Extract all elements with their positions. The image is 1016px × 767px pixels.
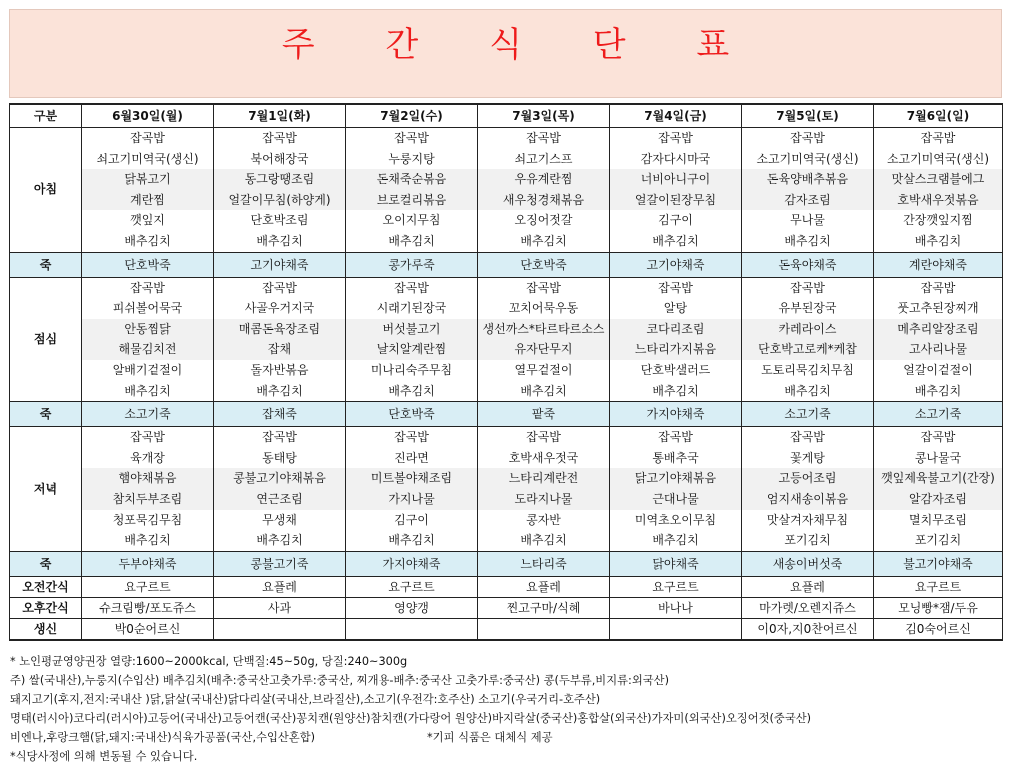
menu-item: 버섯불고기 (346, 319, 478, 340)
menu-item: 계란찜 (82, 190, 214, 211)
birthday-item (610, 618, 742, 640)
birthday-item: 박0순어르신 (82, 618, 214, 640)
footnotes (10, 653, 1010, 766)
menu-item: 맛살겨자채무침 (742, 510, 874, 531)
menu-item: 배추김치 (610, 381, 742, 402)
menu-item: 알배기겉절이 (82, 360, 214, 381)
birthday-item (478, 618, 610, 640)
menu-item: 유자단무지 (478, 339, 610, 360)
birthday-item: 이0자,지0찬어르신 (742, 618, 874, 640)
menu-item: 배추김치 (346, 231, 478, 252)
menu-item: 배추김치 (742, 381, 874, 402)
menu-item: 배추김치 (214, 231, 346, 252)
menu-item: 청포묵김무침 (82, 510, 214, 531)
menu-item: 배추김치 (874, 231, 1003, 252)
menu-item: 간장깻잎지찜 (874, 210, 1003, 231)
lunch-row (10, 277, 1003, 298)
menu-item: 배추김치 (610, 530, 742, 551)
breakfast-row (10, 190, 1003, 211)
day-header: 7월6일(일) (874, 104, 1003, 128)
menu-item: 잡곡밥 (478, 128, 610, 149)
afternoon-snack-row (10, 597, 1003, 618)
porridge-item: 불고기야채죽 (874, 551, 1003, 576)
dinner-row (10, 489, 1003, 510)
porridge-row (10, 252, 1003, 277)
menu-item: 멸치무조림 (874, 510, 1003, 531)
header-label: 구분 (10, 104, 82, 128)
menu-item: 배추김치 (82, 381, 214, 402)
morning-snack-item: 요구르트 (874, 576, 1003, 597)
menu-item: 배추김치 (610, 231, 742, 252)
morning-snack-label: 오전간식 (10, 576, 82, 597)
title-banner (9, 9, 1002, 98)
menu-item: 배추김치 (214, 381, 346, 402)
menu-item: 오징어젓갈 (478, 210, 610, 231)
porridge-item: 소고기죽 (742, 402, 874, 427)
menu-item: 가지나물 (346, 489, 478, 510)
menu-item: 오이지무침 (346, 210, 478, 231)
menu-item: 잡곡밥 (478, 277, 610, 298)
menu-item: 잡곡밥 (214, 427, 346, 448)
porridge-label: 죽 (10, 551, 82, 576)
porridge-item: 단호박죽 (82, 252, 214, 277)
menu-item: 호박새우젓볶음 (874, 190, 1003, 211)
porridge-label: 죽 (10, 402, 82, 427)
menu-item: 육개장 (82, 448, 214, 469)
menu-item: 열무겉절이 (478, 360, 610, 381)
menu-item: 미나리숙주무침 (346, 360, 478, 381)
note-origin-1: 주) 쌀(국내산),누룽지(수입산) 배추김치(배추:중국산고춧가루:중국산, 찌개용-배추:중국산 고춧가루:중국산) 콩(두부류,비지류:외국산) (10, 673, 669, 687)
menu-item: 배추김치 (478, 530, 610, 551)
porridge-item: 닭야채죽 (610, 551, 742, 576)
morning-snack-item: 요구르트 (346, 576, 478, 597)
menu-item: 배추김치 (478, 381, 610, 402)
lunch-row (10, 319, 1003, 340)
menu-item: 잡곡밥 (82, 277, 214, 298)
porridge-item: 단호박죽 (346, 402, 478, 427)
menu-item: 배추김치 (214, 530, 346, 551)
menu-item: 무나물 (742, 210, 874, 231)
birthday-item: 김0숙어르신 (874, 618, 1003, 640)
menu-item: 고사리나물 (874, 339, 1003, 360)
morning-snack-item: 요플레 (742, 576, 874, 597)
afternoon-snack-item: 슈크림빵/포도쥬스 (82, 597, 214, 618)
note-nutrition: * 노인평균영양권장 열량:1600~2000kcal, 단백질:45~50g, 당질:240~300g (10, 655, 408, 668)
afternoon-snack-item: 사과 (214, 597, 346, 618)
menu-item: 누룽지탕 (346, 149, 478, 170)
dinner-row (10, 427, 1003, 448)
menu-item: 무생채 (214, 510, 346, 531)
porridge-item: 콩가루죽 (346, 252, 478, 277)
porridge-item: 콩불고기죽 (214, 551, 346, 576)
porridge-item: 새송이버섯죽 (742, 551, 874, 576)
menu-item: 배추김치 (82, 231, 214, 252)
menu-item: 메추리알장조림 (874, 319, 1003, 340)
morning-snack-item: 요플레 (478, 576, 610, 597)
porridge-item: 가지야채죽 (610, 402, 742, 427)
menu-item: 시래기된장국 (346, 298, 478, 319)
porridge-item: 가지야채죽 (346, 551, 478, 576)
morning-snack-row (10, 576, 1003, 597)
menu-item: 매콤돈육장조림 (214, 319, 346, 340)
morning-snack-item: 요구르트 (82, 576, 214, 597)
lunch-row (10, 381, 1003, 402)
porridge-item: 계란야채죽 (874, 252, 1003, 277)
menu-item: 잡곡밥 (214, 277, 346, 298)
menu-item: 잡곡밥 (742, 277, 874, 298)
menu-item: 단호박샐러드 (610, 360, 742, 381)
lunch-label: 점심 (10, 277, 82, 402)
menu-item: 잡곡밥 (82, 427, 214, 448)
porridge-item: 소고기죽 (874, 402, 1003, 427)
menu-item: 고등어조림 (742, 468, 874, 489)
afternoon-snack-label: 오후간식 (10, 597, 82, 618)
note-substitute: *기피 식품은 대체식 제공 (427, 730, 553, 744)
menu-item: 피쉬볼어묵국 (82, 298, 214, 319)
menu-item: 닭고기야채볶음 (610, 468, 742, 489)
menu-item: 해물김치전 (82, 339, 214, 360)
menu-item: 북어해장국 (214, 149, 346, 170)
porridge-item: 단호박죽 (478, 252, 610, 277)
birthday-label: 생신 (10, 618, 82, 640)
porridge-item: 돈육야채죽 (742, 252, 874, 277)
menu-item: 콩불고기야채볶음 (214, 468, 346, 489)
menu-item: 사골우거지국 (214, 298, 346, 319)
menu-item: 단호박고로케*케찹 (742, 339, 874, 360)
menu-item: 생선까스*타르타르소스 (478, 319, 610, 340)
porridge-row (10, 551, 1003, 576)
birthday-item (214, 618, 346, 640)
menu-item: 진라면 (346, 448, 478, 469)
lunch-row (10, 339, 1003, 360)
porridge-item: 소고기죽 (82, 402, 214, 427)
day-header: 7월2일(수) (346, 104, 478, 128)
menu-item: 포기김치 (742, 530, 874, 551)
menu-item: 잡곡밥 (742, 427, 874, 448)
menu-item: 잡곡밥 (742, 128, 874, 149)
menu-item: 꼬치어묵우동 (478, 298, 610, 319)
menu-item: 얼갈이된장무침 (610, 190, 742, 211)
breakfast-row (10, 149, 1003, 170)
menu-item: 돌자반볶음 (214, 360, 346, 381)
menu-item: 느타리가지볶음 (610, 339, 742, 360)
menu-item: 잡곡밥 (82, 128, 214, 149)
header-row (10, 104, 1003, 128)
note-origin-3: 명태(러시아)코다리(러시아)고등어(국내산)고등어캔(국산)꽁치캔(원양산)참치캔(가다랑어 원양산)바지락살(중국산)홍합살(외국산)가자미(외국산)오징어젓(중국산) (10, 711, 812, 725)
menu-item: 유부된장국 (742, 298, 874, 319)
lunch-row (10, 298, 1003, 319)
porridge-item: 고기야채죽 (610, 252, 742, 277)
menu-item: 돈채죽순볶음 (346, 169, 478, 190)
menu-item: 얼갈이무침(하양게) (214, 190, 346, 211)
porridge-item: 잡채죽 (214, 402, 346, 427)
dinner-row (10, 510, 1003, 531)
dinner-row (10, 530, 1003, 551)
menu-item: 코다리조림 (610, 319, 742, 340)
menu-item: 잡곡밥 (214, 128, 346, 149)
menu-item: 쇠고기미역국(생신) (82, 149, 214, 170)
porridge-row (10, 402, 1003, 427)
menu-item: 돈육양배추볶음 (742, 169, 874, 190)
menu-item: 잡곡밥 (610, 128, 742, 149)
menu-item: 알탕 (610, 298, 742, 319)
menu-item: 배추김치 (346, 530, 478, 551)
menu-item: 잡곡밥 (478, 427, 610, 448)
menu-item: 배추김치 (742, 231, 874, 252)
menu-item: 배추김치 (82, 530, 214, 551)
birthday-row (10, 618, 1003, 640)
menu-item: 잡곡밥 (874, 277, 1003, 298)
menu-item: 쇠고기스프 (478, 149, 610, 170)
dinner-label: 저녁 (10, 427, 82, 552)
page-title: 주 간 식 단 표 (281, 25, 760, 65)
menu-item: 우유계란찜 (478, 169, 610, 190)
menu-item: 느타리계란전 (478, 468, 610, 489)
porridge-item: 느타리죽 (478, 551, 610, 576)
menu-item: 통배추국 (610, 448, 742, 469)
menu-item: 잡곡밥 (346, 128, 478, 149)
menu-item: 배추김치 (478, 231, 610, 252)
menu-item: 도토리묵김치무침 (742, 360, 874, 381)
menu-item: 잡곡밥 (346, 427, 478, 448)
menu-item: 풋고추된장찌개 (874, 298, 1003, 319)
day-header: 6월30일(월) (82, 104, 214, 128)
breakfast-label: 아침 (10, 128, 82, 253)
menu-item: 닭볶고기 (82, 169, 214, 190)
menu-item: 엄지새송이볶음 (742, 489, 874, 510)
afternoon-snack-item: 모닝빵*잼/두유 (874, 597, 1003, 618)
afternoon-snack-item: 찐고구마/식혜 (478, 597, 610, 618)
birthday-item (346, 618, 478, 640)
menu-item: 알감자조림 (874, 489, 1003, 510)
day-header: 7월3일(목) (478, 104, 610, 128)
menu-item: 잡곡밥 (346, 277, 478, 298)
note-origin-4-row (10, 729, 1010, 748)
menu-item: 감자다시마국 (610, 149, 742, 170)
menu-item: 맛살스크램블에그 (874, 169, 1003, 190)
menu-item: 깻잎지 (82, 210, 214, 231)
dinner-row (10, 448, 1003, 469)
menu-item: 미역초오이무침 (610, 510, 742, 531)
menu-item: 브로컬리볶음 (346, 190, 478, 211)
menu-item: 소고기미역국(생신) (874, 149, 1003, 170)
menu-item: 연근조림 (214, 489, 346, 510)
breakfast-row (10, 231, 1003, 252)
porridge-item: 두부야채죽 (82, 551, 214, 576)
menu-item: 소고기미역국(생신) (742, 149, 874, 170)
afternoon-snack-item: 바나나 (610, 597, 742, 618)
breakfast-row (10, 169, 1003, 190)
menu-item: 김구이 (610, 210, 742, 231)
weekly-menu-table (9, 103, 1003, 641)
menu-item: 감자조림 (742, 190, 874, 211)
menu-item: 깻잎제육불고기(간장) (874, 468, 1003, 489)
menu-item: 카레라이스 (742, 319, 874, 340)
menu-item: 햄야채볶음 (82, 468, 214, 489)
porridge-label: 죽 (10, 252, 82, 277)
morning-snack-item: 요구르트 (610, 576, 742, 597)
menu-item: 새우청경채볶음 (478, 190, 610, 211)
note-origin-4: 비엔나,후랑크햄(닭,돼지:국내산)식육가공품(국산,수입산혼합) (10, 730, 316, 744)
menu-item: 동태탕 (214, 448, 346, 469)
note-change: *식당사정에 의해 변동될 수 있습니다. (10, 749, 198, 763)
day-header: 7월5일(토) (742, 104, 874, 128)
day-header: 7월4일(금) (610, 104, 742, 128)
menu-item: 배추김치 (874, 381, 1003, 402)
menu-item: 도라지나물 (478, 489, 610, 510)
menu-item: 미트볼야채조림 (346, 468, 478, 489)
menu-item: 참치두부조림 (82, 489, 214, 510)
menu-item: 너비아니구이 (610, 169, 742, 190)
afternoon-snack-item: 마가렛/오렌지쥬스 (742, 597, 874, 618)
menu-item: 콩자반 (478, 510, 610, 531)
dinner-row (10, 468, 1003, 489)
menu-item: 근대나물 (610, 489, 742, 510)
note-origin-2: 돼지고기(후지,전지:국내산 )닭,닭살(국내산)닭다리살(국내산,브라질산),소고기(우전각:호주산) 소고기(우국거리-호주산) (10, 692, 601, 706)
menu-item: 잡곡밥 (874, 128, 1003, 149)
menu-item: 잡곡밥 (874, 427, 1003, 448)
menu-item: 배추김치 (346, 381, 478, 402)
menu-item: 안동찜닭 (82, 319, 214, 340)
menu-item: 김구이 (346, 510, 478, 531)
lunch-row (10, 360, 1003, 381)
menu-item: 동그랑땡조림 (214, 169, 346, 190)
porridge-item: 팥죽 (478, 402, 610, 427)
morning-snack-item: 요플레 (214, 576, 346, 597)
menu-item: 포기김치 (874, 530, 1003, 551)
menu-item: 잡채 (214, 339, 346, 360)
menu-item: 단호박조림 (214, 210, 346, 231)
menu-item: 잡곡밥 (610, 277, 742, 298)
menu-item: 잡곡밥 (610, 427, 742, 448)
breakfast-row (10, 128, 1003, 149)
menu-item: 꽃게탕 (742, 448, 874, 469)
menu-item: 얼갈이겉절이 (874, 360, 1003, 381)
day-header: 7월1일(화) (214, 104, 346, 128)
breakfast-row (10, 210, 1003, 231)
porridge-item: 고기야채죽 (214, 252, 346, 277)
menu-item: 호박새우젓국 (478, 448, 610, 469)
menu-item: 콩나물국 (874, 448, 1003, 469)
menu-item: 날치알계란찜 (346, 339, 478, 360)
afternoon-snack-item: 영양갱 (346, 597, 478, 618)
